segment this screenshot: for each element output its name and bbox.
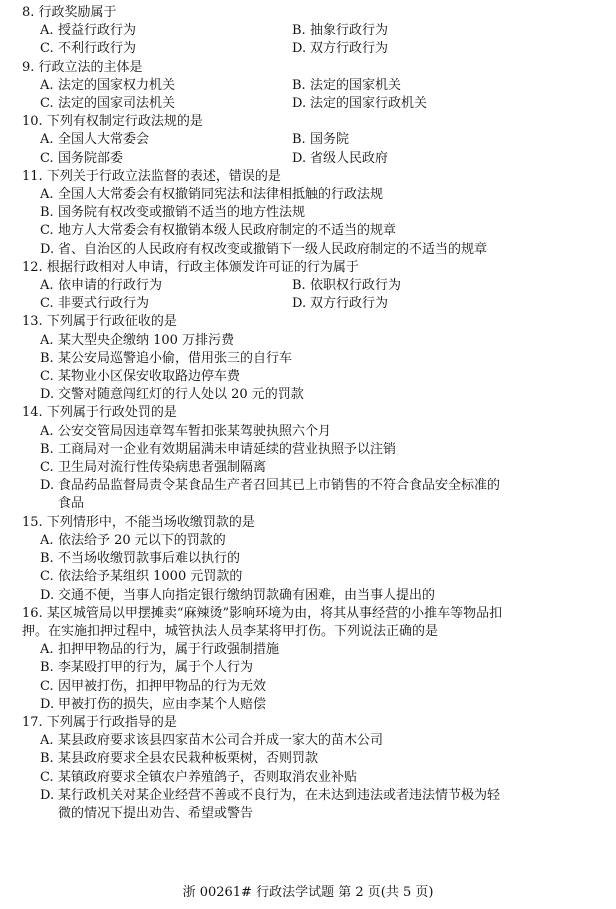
question-text: 押。在实施扣押过程中，城管执法人员李某将甲打伤。下列说法正确的是 — [22, 623, 439, 639]
option-letter: C. — [40, 150, 54, 166]
option-letter: C. — [40, 769, 54, 785]
option — [22, 678, 602, 696]
option-text: 某县政府要求该县四家苗木公司合并成一家大的苗木公司 — [58, 733, 384, 749]
option-text: 抽象行政行为 — [310, 23, 389, 39]
question — [22, 113, 602, 168]
question-stem — [22, 714, 602, 732]
option-text: 双方行政行为 — [310, 296, 389, 312]
question — [22, 59, 602, 114]
option-letter: B. — [40, 751, 54, 767]
question-text: 下列属于行政征收的是 — [46, 314, 177, 330]
question-number: 10. — [22, 114, 43, 130]
option-text: 不当场收缴罚款事后难以执行的 — [58, 551, 241, 567]
option-text: 国务院 — [310, 132, 350, 148]
option-letter: C. — [40, 569, 54, 585]
option — [22, 77, 292, 95]
options — [22, 332, 602, 405]
options — [22, 22, 602, 58]
option-letter: B. — [40, 205, 54, 221]
option-text: 扣押甲物品的行为，属于行政强制措施 — [58, 642, 280, 658]
question — [22, 313, 602, 404]
option-text: 法定的国家权力机关 — [58, 77, 176, 93]
option — [22, 568, 602, 586]
option-text: 法定的国家机关 — [310, 77, 402, 93]
option — [22, 477, 602, 495]
option — [292, 277, 582, 295]
question-text: 下列属于行政处罚的是 — [46, 405, 177, 421]
option-letter: C. — [40, 41, 54, 57]
option-letter: D. — [40, 241, 55, 257]
option — [22, 295, 292, 313]
option-text: 全国人大常委会 — [58, 132, 150, 148]
question-stem — [22, 4, 602, 22]
option-letter: A. — [40, 423, 54, 439]
option — [22, 332, 602, 350]
question-text: 下列有权制定行政法规的是 — [46, 114, 203, 130]
question-number: 9. — [22, 59, 35, 75]
option-text: 不利行政行为 — [58, 41, 137, 57]
option-text: 某镇政府要求全镇农户养殖鸽子，否则取消农业补贴 — [58, 769, 358, 785]
option-text: 双方行政行为 — [310, 41, 389, 57]
option-text: 某县政府要求全县农民栽种板栗树，否则罚款 — [58, 751, 319, 767]
question-text: 下列关于行政立法监督的表述，错误的是 — [46, 168, 281, 184]
option — [22, 587, 602, 605]
option-text: 因甲被打伤，扣押甲物品的行为无效 — [58, 678, 267, 694]
question — [22, 4, 602, 59]
option-text: 卫生局对流行性传染病患者强制隔离 — [58, 460, 267, 476]
question-number: 13. — [22, 314, 43, 330]
option-letter: D. — [40, 787, 55, 803]
option-letter: D. — [40, 387, 55, 403]
option-letter: B. — [40, 660, 54, 676]
question-number: 11. — [22, 168, 43, 184]
option — [22, 150, 292, 168]
option — [22, 204, 602, 222]
question-stem — [22, 313, 602, 331]
option-letter: A. — [40, 187, 54, 203]
option — [22, 241, 602, 259]
option-letter: B. — [292, 77, 306, 93]
option-letter: B. — [292, 132, 306, 148]
option-letter: A. — [40, 278, 54, 294]
option-text: 某公安局巡警追小偷，借用张三的自行车 — [58, 350, 293, 366]
option-text: 依申请的行政行为 — [58, 278, 163, 294]
option — [22, 441, 602, 459]
option-text: 工商局对一企业有效期届满未申请延续的营业执照予以注销 — [58, 441, 397, 457]
options — [22, 532, 602, 605]
option-text: 交警对随意闯红灯的行人处以 20 元的罚款 — [58, 387, 304, 403]
option-letter: A. — [40, 532, 54, 548]
question-number: 8. — [22, 5, 35, 20]
option — [22, 186, 602, 204]
option — [22, 386, 602, 404]
option-letter: D. — [40, 478, 55, 494]
option-letter: D. — [292, 96, 307, 112]
option-text: 某物业小区保安收取路边停车费 — [58, 369, 241, 385]
option-letter: B. — [40, 350, 54, 366]
option-letter: D. — [40, 696, 55, 712]
question-text: 行政立法的主体是 — [38, 59, 143, 75]
option — [292, 22, 582, 40]
option — [22, 459, 602, 477]
question-number: 15. — [22, 514, 43, 530]
option-text: 全国人大常委会有权撤销同宪法和法律相抵触的行政法规 — [58, 187, 384, 203]
options — [22, 77, 602, 113]
question-text: 某区城管局以甲摆摊卖“麻辣烫”影响环境为由，将其从事经营的小推车等物品扣 — [46, 605, 503, 621]
option-text: 公安交管局因违章驾车暂扣张某驾驶执照六个月 — [58, 423, 332, 439]
question-stem — [22, 605, 602, 623]
question — [22, 168, 602, 259]
question-number: 17. — [22, 714, 43, 730]
question-stem — [22, 113, 602, 131]
option-letter: A. — [40, 332, 54, 348]
option — [22, 532, 602, 550]
option-letter: C. — [40, 296, 54, 312]
option — [292, 77, 582, 95]
option — [22, 423, 602, 441]
question-stem-continued — [22, 623, 602, 641]
option — [22, 659, 602, 677]
option-letter: C. — [40, 96, 54, 112]
option — [22, 22, 292, 40]
option — [22, 95, 292, 113]
option-letter: A. — [40, 642, 54, 658]
option — [292, 131, 582, 149]
option-letter: D. — [292, 296, 307, 312]
question-number: 16. — [22, 605, 43, 621]
option-text: 国务院有权改变或撤销不适当的地方性法规 — [58, 205, 306, 221]
option — [22, 732, 602, 750]
option — [292, 95, 582, 113]
option — [292, 150, 582, 168]
option — [22, 222, 602, 240]
option-text: 李某殴打甲的行为，属于个人行为 — [58, 660, 254, 676]
question-text: 行政奖励属于 — [38, 5, 117, 20]
option-text: 交通不便，当事人向指定银行缴纳罚款确有困难，由当事人提出的 — [58, 587, 436, 603]
option — [22, 769, 602, 787]
options — [22, 641, 602, 714]
question — [22, 259, 602, 314]
option-letter: D. — [40, 587, 55, 603]
option-text: 省级人民政府 — [310, 150, 389, 166]
option-letter: C. — [40, 223, 54, 239]
option-letter: B. — [292, 278, 306, 294]
options — [22, 732, 602, 823]
option-text: 依法给予 20 元以下的罚款的 — [58, 532, 226, 548]
option — [22, 550, 602, 568]
option-letter: D. — [292, 150, 307, 166]
option-letter: A. — [40, 77, 54, 93]
question-text: 下列属于行政指导的是 — [46, 714, 177, 730]
option — [22, 131, 292, 149]
option-text: 授益行政行为 — [58, 23, 137, 39]
option — [22, 787, 602, 805]
option-text: 依职权行政行为 — [310, 278, 402, 294]
question-stem — [22, 168, 602, 186]
option-text-continued: 微的情况下提出劝告、希望或警告 — [58, 805, 254, 821]
options — [22, 131, 602, 167]
question-list — [22, 4, 602, 823]
question — [22, 514, 602, 605]
option-letter: D. — [292, 41, 307, 57]
option-text: 省、自治区的人民政府有权改变或撤销下一级人民政府制定的不适当的规章 — [58, 241, 488, 257]
option-letter: A. — [40, 23, 54, 39]
option-text: 某行政机关对某企业经营不善或不良行为，在未达到违法或者违法情节极为轻 — [58, 787, 501, 803]
option-text: 非要式行政行为 — [58, 296, 150, 312]
options — [22, 423, 602, 514]
option — [292, 295, 582, 313]
question-stem — [22, 59, 602, 77]
question — [22, 605, 602, 714]
option-text: 法定的国家行政机关 — [310, 96, 428, 112]
question — [22, 714, 602, 823]
option — [22, 750, 602, 768]
question-stem — [22, 259, 602, 277]
option-letter: B. — [40, 551, 54, 567]
option-letter: C. — [40, 369, 54, 385]
option — [22, 277, 292, 295]
options — [22, 277, 602, 313]
option-letter: A. — [40, 132, 54, 148]
option-text: 某大型央企缴纳 100 万排污费 — [58, 332, 235, 348]
question-number: 14. — [22, 405, 43, 421]
option — [22, 368, 602, 386]
option — [22, 350, 602, 368]
option-text: 地方人大常委会有权撤销本级人民政府制定的不适当的规章 — [58, 223, 397, 239]
option-letter: B. — [292, 23, 306, 39]
options — [22, 186, 602, 259]
option-text-continued: 食品 — [58, 496, 85, 512]
option-letter: A. — [40, 733, 54, 749]
question-stem — [22, 404, 602, 422]
question-number: 12. — [22, 259, 43, 275]
question-text: 根据行政相对人申请，行政主体颁发许可证的行为属于 — [46, 259, 359, 275]
option-letter: C. — [40, 460, 54, 476]
question — [22, 404, 602, 513]
option-text: 甲被打伤的损失，应由李某个人赔偿 — [58, 696, 267, 712]
question-text: 下列情形中，不能当场收缴罚款的是 — [46, 514, 255, 530]
option-text: 法定的国家司法机关 — [58, 96, 176, 112]
option — [22, 40, 292, 58]
option-text: 国务院部委 — [58, 150, 124, 166]
option-letter: C. — [40, 678, 54, 694]
question-stem — [22, 514, 602, 532]
option — [292, 40, 582, 58]
page-footer: 浙 00261# 行政法学试题 第 2 页(共 5 页) — [182, 885, 434, 900]
option — [22, 641, 602, 659]
option-letter: B. — [40, 441, 54, 457]
option-text: 依法给予某组织 1000 元罚款的 — [58, 569, 243, 585]
option-text: 食品药品监督局责令某食品生产者召回其已上市销售的不符合食品安全标准的 — [58, 478, 501, 494]
option — [22, 696, 602, 714]
